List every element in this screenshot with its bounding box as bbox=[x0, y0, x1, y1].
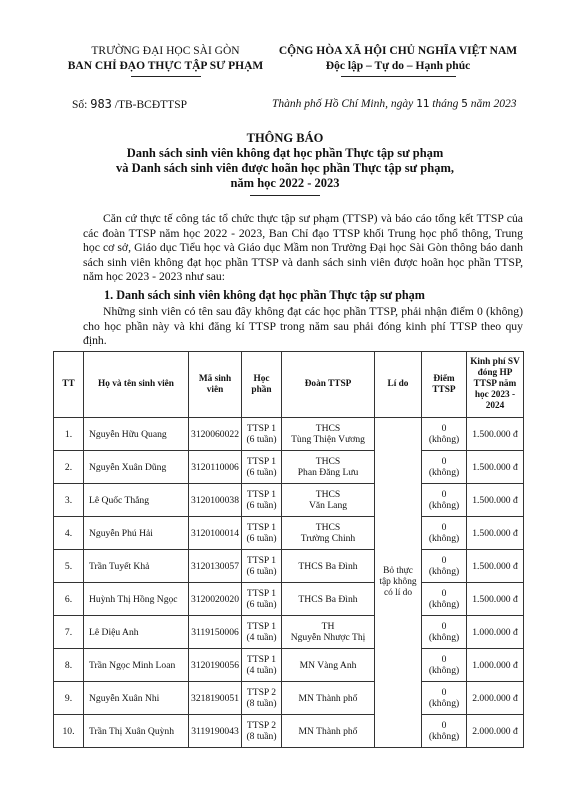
cell-score bbox=[422, 550, 467, 583]
cell-score bbox=[422, 517, 467, 550]
group-name: THCS Ba Đình bbox=[298, 593, 358, 605]
country-name: CỘNG HÒA XÃ HỘI CHỦ NGHĨA VIỆT NAM bbox=[278, 45, 518, 57]
course-name: TTSP 1 bbox=[246, 621, 277, 632]
col-header-score: Điểm TTSP bbox=[422, 352, 467, 418]
cell-fee bbox=[467, 484, 524, 517]
row-number: 10. bbox=[62, 725, 75, 737]
title-line-2: và Danh sách sinh viên được hoãn học phần Thực tập sư phạm, bbox=[116, 161, 454, 175]
cell-fee bbox=[467, 517, 524, 550]
cell-student-id bbox=[189, 715, 242, 748]
group-level: THCS bbox=[315, 456, 341, 467]
col-header-tt: TT bbox=[54, 352, 84, 418]
student-id: 3120110006 bbox=[191, 461, 239, 473]
table-row bbox=[54, 583, 524, 616]
score-words: (không) bbox=[428, 434, 460, 445]
cell-group bbox=[282, 682, 375, 715]
cell-group bbox=[282, 715, 375, 748]
cell-group bbox=[282, 484, 375, 517]
cell-group bbox=[282, 583, 375, 616]
date-prefix: Thành phố Hồ Chí Minh, ngày bbox=[272, 98, 417, 110]
section-1-paragraph: Những sinh viên có tên sau đây không đạt các học phần TTSP, phải nhận điểm 0 (không) cho học phần này và khi đăng kí TTSP trong năm sau phải đóng kinh phí TTSP theo quy định. bbox=[83, 305, 523, 348]
intro-paragraph: Căn cứ thực tế công tác tổ chức thực tập sư phạm (TTSP) và báo cáo tổng kết TTSP của các đoàn TTSP năm học 2022 - 2023, Ban Chỉ đạo TTSP khối Trung học phổ thông, Trung học cơ sở, Giáo dục Tiểu học và Giáo dục Mầm non Trường Đại học Sài Gòn thông báo danh sách sinh viên không đạt học phần TTSP và danh sách sinh viên được hoãn học phần TTSP, năm học 2023 - 2023 như sau: bbox=[83, 212, 523, 284]
cell-fee bbox=[467, 418, 524, 451]
score-words: (không) bbox=[428, 665, 460, 676]
student-id: 3120100038 bbox=[191, 494, 239, 506]
cell-group bbox=[282, 451, 375, 484]
document-number bbox=[72, 97, 187, 111]
student-id: 3120190056 bbox=[191, 659, 239, 671]
group-school: Văn Lang bbox=[308, 500, 348, 511]
date-month: 5 bbox=[461, 97, 468, 110]
group-name: MN Vàng Anh bbox=[299, 659, 357, 671]
course-name: TTSP 1 bbox=[246, 423, 277, 434]
col-header-fee: Kinh phí SV đóng HP TTSP năm học 2023 - 2024 bbox=[467, 352, 524, 418]
course-name: TTSP 1 bbox=[246, 489, 277, 500]
student-name: Lê Quốc Thắng bbox=[89, 494, 150, 506]
cell-fee bbox=[467, 682, 524, 715]
group-name: MN Thành phố bbox=[298, 692, 358, 704]
reason-text: Bỏ thực tập không có lí do bbox=[379, 566, 417, 598]
cell-fee bbox=[467, 451, 524, 484]
date-day: 11 bbox=[416, 97, 430, 110]
student-id: 3120130057 bbox=[191, 560, 239, 572]
section-1-heading: 1. Danh sách sinh viên không đạt học phần Thực tập sư phạm bbox=[104, 288, 425, 302]
course-name: TTSP 2 bbox=[246, 720, 277, 731]
cell-tt bbox=[54, 484, 84, 517]
score-value: 0 bbox=[441, 522, 447, 533]
fee-amount: 1.500.000 đ bbox=[472, 560, 518, 572]
cell-name bbox=[84, 715, 189, 748]
motto-underline bbox=[341, 76, 456, 77]
table-row bbox=[54, 682, 524, 715]
cell-fee bbox=[467, 649, 524, 682]
course-duration: (8 tuần) bbox=[246, 731, 277, 742]
cell-name bbox=[84, 583, 189, 616]
cell-course bbox=[242, 649, 282, 682]
course-name: TTSP 1 bbox=[246, 555, 277, 566]
course-duration: (6 tuần) bbox=[246, 500, 277, 511]
cell-score bbox=[422, 484, 467, 517]
row-number: 9. bbox=[64, 692, 73, 704]
group-name: MN Thành phố bbox=[298, 725, 358, 737]
notice-title bbox=[60, 130, 510, 196]
table-row bbox=[54, 550, 524, 583]
cell-tt bbox=[54, 715, 84, 748]
fee-amount: 1.500.000 đ bbox=[472, 494, 518, 506]
cell-group bbox=[282, 550, 375, 583]
cell-name bbox=[84, 682, 189, 715]
course-duration: (6 tuần) bbox=[246, 566, 277, 577]
score-value: 0 bbox=[441, 555, 447, 566]
table-row bbox=[54, 649, 524, 682]
doc-number-suffix: /TB-BCĐTTSP bbox=[111, 99, 187, 111]
fee-amount: 2.000.000 đ bbox=[472, 725, 518, 737]
score-words: (không) bbox=[428, 632, 460, 643]
doc-number-prefix: Số: bbox=[72, 99, 91, 111]
student-name: Trần Ngọc Minh Loan bbox=[89, 659, 176, 671]
group-school: Tùng Thiện Vương bbox=[291, 434, 365, 445]
cell-name bbox=[84, 484, 189, 517]
date-line bbox=[272, 97, 516, 110]
cell-course bbox=[242, 451, 282, 484]
fee-amount: 1.500.000 đ bbox=[472, 461, 518, 473]
cell-tt bbox=[54, 550, 84, 583]
cell-fee bbox=[467, 550, 524, 583]
student-name: Trần Tuyết Khả bbox=[89, 560, 150, 572]
notice-heading: THÔNG BÁO bbox=[246, 131, 324, 145]
score-value: 0 bbox=[441, 456, 447, 467]
cell-student-id bbox=[189, 484, 242, 517]
cell-course bbox=[242, 418, 282, 451]
national-motto: Độc lập – Tự do – Hạnh phúc bbox=[325, 60, 471, 72]
cell-fee bbox=[467, 583, 524, 616]
table-row bbox=[54, 517, 524, 550]
table-row bbox=[54, 484, 524, 517]
cell-score bbox=[422, 451, 467, 484]
fee-amount: 1.000.000 đ bbox=[472, 659, 518, 671]
cell-student-id bbox=[189, 682, 242, 715]
doc-number-handwritten: 983 bbox=[90, 97, 112, 111]
cell-score bbox=[422, 715, 467, 748]
student-name: Nguyễn Xuân Nhi bbox=[89, 692, 160, 704]
row-number: 5. bbox=[64, 560, 73, 572]
cell-score bbox=[422, 616, 467, 649]
group-level: THCS bbox=[315, 423, 341, 434]
cell-reason bbox=[375, 418, 422, 748]
date-month-label: tháng bbox=[429, 98, 462, 110]
cell-student-id bbox=[189, 583, 242, 616]
course-duration: (4 tuần) bbox=[246, 632, 277, 643]
cell-tt bbox=[54, 418, 84, 451]
score-value: 0 bbox=[441, 423, 447, 434]
cell-tt bbox=[54, 682, 84, 715]
cell-tt bbox=[54, 649, 84, 682]
date-year: năm 2023 bbox=[467, 98, 517, 110]
student-id: 3119190043 bbox=[191, 725, 239, 737]
table-header-row bbox=[54, 352, 524, 418]
row-number: 7. bbox=[64, 626, 73, 638]
student-id: 3218190051 bbox=[191, 692, 239, 704]
student-id: 3120020020 bbox=[191, 593, 239, 605]
score-value: 0 bbox=[441, 621, 447, 632]
title-line-1: Danh sách sinh viên không đạt học phần Thực tập sư phạm bbox=[126, 146, 444, 160]
score-words: (không) bbox=[428, 467, 460, 478]
cell-course bbox=[242, 550, 282, 583]
cell-score bbox=[422, 418, 467, 451]
student-name: Huỳnh Thị Hồng Ngọc bbox=[89, 593, 178, 605]
score-value: 0 bbox=[441, 687, 447, 698]
col-header-group: Đoàn TTSP bbox=[282, 352, 375, 418]
cell-name bbox=[84, 550, 189, 583]
course-duration: (6 tuần) bbox=[246, 533, 277, 544]
cell-group bbox=[282, 649, 375, 682]
cell-course bbox=[242, 682, 282, 715]
score-value: 0 bbox=[441, 720, 447, 731]
cell-group bbox=[282, 418, 375, 451]
course-duration: (6 tuần) bbox=[246, 434, 277, 445]
score-words: (không) bbox=[428, 698, 460, 709]
score-words: (không) bbox=[428, 599, 460, 610]
fee-amount: 2.000.000 đ bbox=[472, 692, 518, 704]
student-name: Nguyễn Phú Hải bbox=[89, 527, 153, 539]
student-name: Nguyễn Hữu Quang bbox=[89, 428, 167, 440]
student-id: 3120060022 bbox=[191, 428, 239, 440]
course-name: TTSP 2 bbox=[246, 687, 277, 698]
cell-tt bbox=[54, 517, 84, 550]
course-duration: (4 tuần) bbox=[246, 665, 277, 676]
course-name: TTSP 1 bbox=[246, 588, 277, 599]
cell-fee bbox=[467, 715, 524, 748]
cell-tt bbox=[54, 583, 84, 616]
course-name: TTSP 1 bbox=[246, 522, 277, 533]
cell-tt bbox=[54, 616, 84, 649]
fee-amount: 1.500.000 đ bbox=[472, 593, 518, 605]
committee-name: BAN CHỈ ĐẠO THỰC TẬP SƯ PHẠM bbox=[67, 60, 264, 72]
cell-student-id bbox=[189, 517, 242, 550]
score-value: 0 bbox=[441, 654, 447, 665]
score-value: 0 bbox=[441, 588, 447, 599]
col-header-name: Họ và tên sinh viên bbox=[84, 352, 189, 418]
cell-fee bbox=[467, 616, 524, 649]
cell-score bbox=[422, 649, 467, 682]
student-id: 3120100014 bbox=[191, 527, 239, 539]
student-name: Lê Diệu Anh bbox=[89, 626, 139, 638]
national-header bbox=[276, 44, 520, 77]
cell-course bbox=[242, 484, 282, 517]
cell-name bbox=[84, 616, 189, 649]
group-school: Nguyễn Nhược Thị bbox=[290, 632, 366, 643]
row-number: 4. bbox=[64, 527, 73, 539]
row-number: 3. bbox=[64, 494, 73, 506]
row-number: 1. bbox=[64, 428, 73, 440]
cell-name bbox=[84, 451, 189, 484]
course-duration: (6 tuần) bbox=[246, 599, 277, 610]
col-header-reason: Lí do bbox=[375, 352, 422, 418]
group-level: THCS bbox=[315, 522, 341, 533]
row-number: 6. bbox=[64, 593, 73, 605]
group-school: Trường Chinh bbox=[300, 533, 356, 544]
table-row bbox=[54, 418, 524, 451]
title-underline bbox=[250, 195, 320, 196]
cell-tt bbox=[54, 451, 84, 484]
col-header-student-id: Mã sinh viên bbox=[189, 352, 242, 418]
cell-course bbox=[242, 517, 282, 550]
table-row bbox=[54, 451, 524, 484]
cell-student-id bbox=[189, 616, 242, 649]
title-line-3: năm học 2022 - 2023 bbox=[230, 176, 340, 190]
col-header-course: Học phần bbox=[242, 352, 282, 418]
group-name: THCS Ba Đình bbox=[298, 560, 358, 572]
cell-course bbox=[242, 583, 282, 616]
score-words: (không) bbox=[428, 731, 460, 742]
group-school: Phan Đăng Lưu bbox=[297, 467, 359, 478]
table-row bbox=[54, 616, 524, 649]
fee-amount: 1.000.000 đ bbox=[472, 626, 518, 638]
failed-students-table bbox=[53, 351, 524, 748]
cell-course bbox=[242, 616, 282, 649]
cell-student-id bbox=[189, 550, 242, 583]
student-id: 3119150006 bbox=[191, 626, 239, 638]
cell-name bbox=[84, 649, 189, 682]
group-level: TH bbox=[321, 621, 335, 632]
cell-score bbox=[422, 682, 467, 715]
student-name: Nguyễn Xuân Dũng bbox=[89, 461, 167, 473]
course-name: TTSP 1 bbox=[246, 456, 277, 467]
cell-group bbox=[282, 616, 375, 649]
cell-student-id bbox=[189, 649, 242, 682]
cell-score bbox=[422, 583, 467, 616]
score-words: (không) bbox=[428, 500, 460, 511]
row-number: 8. bbox=[64, 659, 73, 671]
fee-amount: 1.500.000 đ bbox=[472, 428, 518, 440]
issuer-underline bbox=[131, 76, 201, 77]
issuer-header bbox=[58, 44, 273, 77]
course-duration: (8 tuần) bbox=[246, 698, 277, 709]
cell-student-id bbox=[189, 418, 242, 451]
group-level: THCS bbox=[315, 489, 341, 500]
score-value: 0 bbox=[441, 489, 447, 500]
cell-course bbox=[242, 715, 282, 748]
cell-group bbox=[282, 517, 375, 550]
score-words: (không) bbox=[428, 566, 460, 577]
cell-student-id bbox=[189, 451, 242, 484]
course-duration: (6 tuần) bbox=[246, 467, 277, 478]
course-name: TTSP 1 bbox=[246, 654, 277, 665]
row-number: 2. bbox=[64, 461, 73, 473]
cell-name bbox=[84, 517, 189, 550]
student-name: Trần Thị Xuân Quỳnh bbox=[89, 725, 175, 737]
university-name: TRƯỜNG ĐẠI HỌC SÀI GÒN bbox=[91, 45, 240, 57]
cell-name bbox=[84, 418, 189, 451]
score-words: (không) bbox=[428, 533, 460, 544]
table-row bbox=[54, 715, 524, 748]
fee-amount: 1.500.000 đ bbox=[472, 527, 518, 539]
